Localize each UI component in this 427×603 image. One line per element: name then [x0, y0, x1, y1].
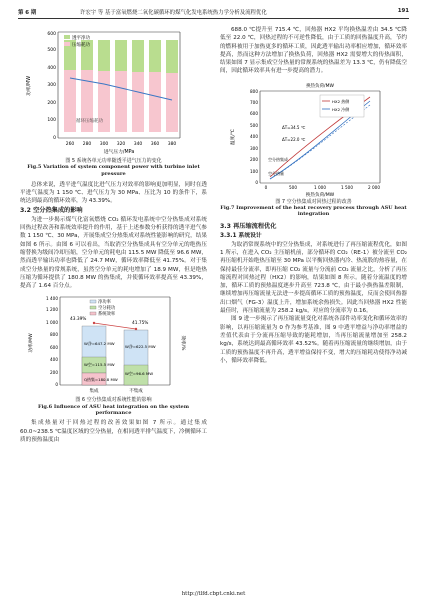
right-column — [220, 26, 407, 365]
caption-en: Fig.5 Variation of system component power with turbine inlet pressure — [27, 164, 200, 177]
fig6-ylabel: 功率/MW — [29, 333, 34, 354]
left-paragraph-3: 集成热量对于回热过程的改善效果如图 7 所示。通过集成 60.0~238.5 ℃温度区域的空分热量，在相同透平排气温度下，冷侧循环工质的预热温度由 — [20, 420, 207, 443]
fig5-xtick: 260 — [65, 142, 75, 147]
right-paragraph-3: 图 9 进一步揭示了再压缩流量变化对系统各部件功率变化和循环效率的影响，以再压缩流量为 0 作为参考基准，图 9 中透平增益与净功率增益的差值代表由于分流再压缩导致的能耗增加，当再压缩流量增加至 258.2 kg/s，系统达到最高循环效率 43.52%。随着再压缩流量的继续增加，由于工质的预热温度不再升高，透平增益保持不变，增大的压缩耗功使得净功减小，循环效率降低。 — [220, 316, 407, 364]
fig5-legend-0: 透平净功 — [72, 36, 90, 41]
right-paragraph-2: 为取消常规系统中的空分热集成，对系统进行了再压缩流程优化，如图 1 所示，在进入 CO₂ 主压缩机前，部分循环的 CO₂（RE-1）被分流至 CO₂ 再压缩机开始绝热压缩至 30 MPa 以平衡回热器内冷、热流股的热容量，在保持最佳分流率，即再压缩 CO₂ 流量与分流前 CO₂ 流量之比，分析了再压缩流程对回热过程（HX2）的影响，结果如图 8 所示。随着分流温度的增加，循环工质的预热温度逐步升高至 723.8 ℃，由于最小换热温差限制，继续增加再压缩流量无法进一步提高循环工质的预热温度，反而会使回热器出口烟气（FG-3）温度上升，增加系统余热损失。因此当回热器 HX2 性能最佳时，再压缩流量为 258.2 kg/s，对应的分流率为 0.16。 — [220, 241, 407, 315]
fig7-ytick: 200 — [250, 156, 258, 162]
fig7-xtick: 500 — [289, 184, 297, 190]
figure-5-chart — [20, 26, 207, 158]
section-heading-3-3-1: 3.3.1 系统设计 — [220, 232, 262, 239]
left-column — [20, 26, 207, 444]
fig7-ytick: 300 — [250, 145, 258, 151]
fig5-ytick: 400 — [47, 66, 56, 71]
figure-6-chart — [20, 293, 207, 397]
fig6-ytick: 1 200 — [46, 307, 58, 313]
left-paragraph-2: 为进一步揭示煤气化富氧燃烧 CO₂ 循环发电系统中空分热集成对系统回热过程改善和系统效率提升的作用，基于上述参数分析获得的透平进气参数 1 150 ℃、30 MPa，开展集成空分热集成对系统性能影响的研究，结果如图 6 所示。由图 6 可以看出，当取消空分热集成具有空分单元的绝热压缩替换为级间冷却压缩，空分单元的耗电由 115.5 MW 降低至 96.6 MW，然而透平输出功率也降低了 24.7 MW，循环效率降低至 41.75%。对于集成空分热量的常规系统，虽然空分单元的耗电增加了 18.9 MW，但是绝热压缩为循环提供了 180.8 MW 的热集成，并使循环效率提高至 43.39%，提高了 1.64 百分点。 — [20, 216, 207, 290]
fig6-label-3: W空=115.5 MW — [84, 362, 115, 368]
running-header — [18, 6, 409, 19]
page-number: 191 — [397, 8, 409, 14]
fig5-series-label: 循环压缩耗功 — [76, 119, 103, 124]
section-heading-3-2: 3.2 空分热集成的影响 — [20, 206, 83, 214]
page-footer: http://tlfd.cbpt.cnki.net — [181, 591, 246, 597]
fig5-ytick: 200 — [47, 101, 56, 106]
fig7-ytick: 0 — [255, 179, 258, 185]
left-paragraph-1: 总体来说，透平进气温度比进气压力对效率的影响更加明显，同时在透平进气温度为 1 150 ℃、进气压力为 30 MPa、压比为 10 的条件下，系统达到最高的循环效率，为 43.39%。 — [20, 181, 207, 205]
fig5-xtick: 360 — [150, 142, 160, 147]
fig7-xtick: 0 — [264, 184, 268, 190]
fig6-ytick: 1 400 — [46, 296, 58, 302]
fig5-xtick: 320 — [116, 142, 126, 147]
fig6-label-1: W净=647.2 MW — [84, 341, 115, 347]
fig6-legend-1: 空分耗功 — [98, 306, 116, 312]
figure-7-chart — [220, 79, 407, 199]
fig7-ylabel: 温度/℃ — [231, 128, 236, 145]
caption-cn: 图 7 空分热集成对回热过程的改善 — [275, 198, 352, 205]
caption-cn: 图 5 系统各单元功率随透平进气压力的变化 — [65, 158, 162, 164]
fig6-ytick: 200 — [50, 370, 58, 376]
fig6-label-4: W空=96.6 MW — [125, 371, 154, 377]
fig7-ytick: 700 — [250, 99, 258, 105]
fig6-cat-2: 不集成 — [129, 389, 143, 395]
fig6-ytick: 0 — [55, 382, 58, 388]
caption-en: Fig.7 Improvement of the heat recovery process through ASU heat integration — [220, 205, 407, 218]
fig5-xtick: 340 — [133, 142, 143, 147]
issue-number: 第 6 期 — [18, 10, 37, 16]
fig7-xtick: 1 500 — [341, 184, 353, 190]
fig6-ytick: 400 — [50, 357, 58, 363]
fig7-ytick: 800 — [250, 88, 258, 94]
right-paragraph-1: 688.0 ℃提升至 715.4 ℃，回热器 HX2 平均换热温差由 34.5 ℃降低至 22.0 ℃，回热过程的不可逆性降低，由于工质的回热温度升高，节约的燃料被用于加热更多的循环工质，因此透平输出功率相应增加，循环效率提高，然而这种方法增加了换热负荷，回热器 HX2 需要增大的传热面积，结果如图 7 显示集成空分热量的常规系统的热温差为 13.3 ℃，仍有降低空间，因此循环效率具有进一步提高的潜力。 — [220, 27, 407, 75]
fig5-ytick: 100 — [47, 118, 56, 123]
fig7-xtick: 1 000 — [314, 184, 326, 190]
fig6-ytick: 1 000 — [46, 320, 58, 326]
fig5-xtick: 380 — [167, 142, 177, 147]
fig6-pct-1: 43.39% — [70, 317, 87, 323]
fig7-label-d: 空分热量 — [268, 170, 284, 176]
fig7-ytick: 500 — [250, 122, 258, 128]
figure-6-caption — [20, 397, 207, 416]
fig5-ytick: 500 — [47, 48, 56, 53]
fig7-toplabel: 换热负荷/MW — [306, 83, 334, 89]
figure-5 — [20, 26, 207, 158]
fig5-ytick: 0 — [53, 136, 56, 141]
fig5-ytick: 300 — [47, 83, 56, 88]
fig6-ytick: 800 — [50, 332, 58, 338]
fig5-ylabel: 功率/MW — [27, 75, 32, 97]
fig6-legend-0: 净功率 — [98, 300, 111, 306]
fig7-label-b: ΔT=22.0 ℃ — [282, 136, 306, 142]
figure-5-caption — [20, 158, 207, 177]
fig7-top2: HX2 冷侧 — [332, 106, 350, 112]
fig6-pct-2: 41.75% — [132, 321, 149, 327]
caption-en: Fig.6 Influence of ASU heat integration on the system performance — [37, 403, 190, 417]
caption-cn: 图 6 空分热集成对系统性能的影响 — [75, 397, 152, 404]
fig7-top1: HX2 热侧 — [332, 98, 350, 104]
fig7-ytick: 600 — [250, 110, 258, 116]
fig5-xlabel: 进气压力/MPa — [103, 150, 135, 155]
figure-7-caption — [220, 199, 407, 218]
fig5-xtick: 280 — [82, 142, 92, 147]
running-title: 许宏宇 等 基于富氧燃烧二氧化碳循环的煤气化发电系统热力学分析及流程优化 — [80, 10, 267, 16]
fig6-ytick: 600 — [50, 345, 58, 351]
fig7-ytick: 400 — [250, 133, 258, 139]
fig7-label-a: ΔT=34.5 ℃ — [282, 124, 306, 130]
section-heading-3-3: 3.3 再压缩流程优化 — [220, 222, 277, 230]
figure-6 — [20, 293, 207, 397]
fig6-label-2: W净=622.5 MW — [125, 344, 156, 350]
fig5-legend-1: 压缩耗功 — [72, 43, 90, 48]
fig5-ytick: 600 — [47, 32, 56, 37]
fig7-ytick: 100 — [250, 168, 258, 174]
figure-7 — [220, 79, 407, 199]
fig6-y2label: 效率/% — [180, 335, 185, 352]
fig6-label-5: Q热集=180.8 MW — [84, 377, 118, 383]
legend-swatch-pink — [64, 42, 70, 46]
fig5-xtick: 300 — [99, 142, 109, 147]
legend-swatch-green — [64, 35, 70, 39]
fig6-cat-1: 集成 — [89, 389, 99, 395]
fig7-label-c: 空分热集成 — [268, 156, 288, 162]
fig7-xlabel: 换热负荷/MW — [305, 192, 335, 198]
fig6-legend-2: 系统效率 — [98, 312, 116, 318]
fig7-xtick: 2 000 — [368, 184, 380, 190]
